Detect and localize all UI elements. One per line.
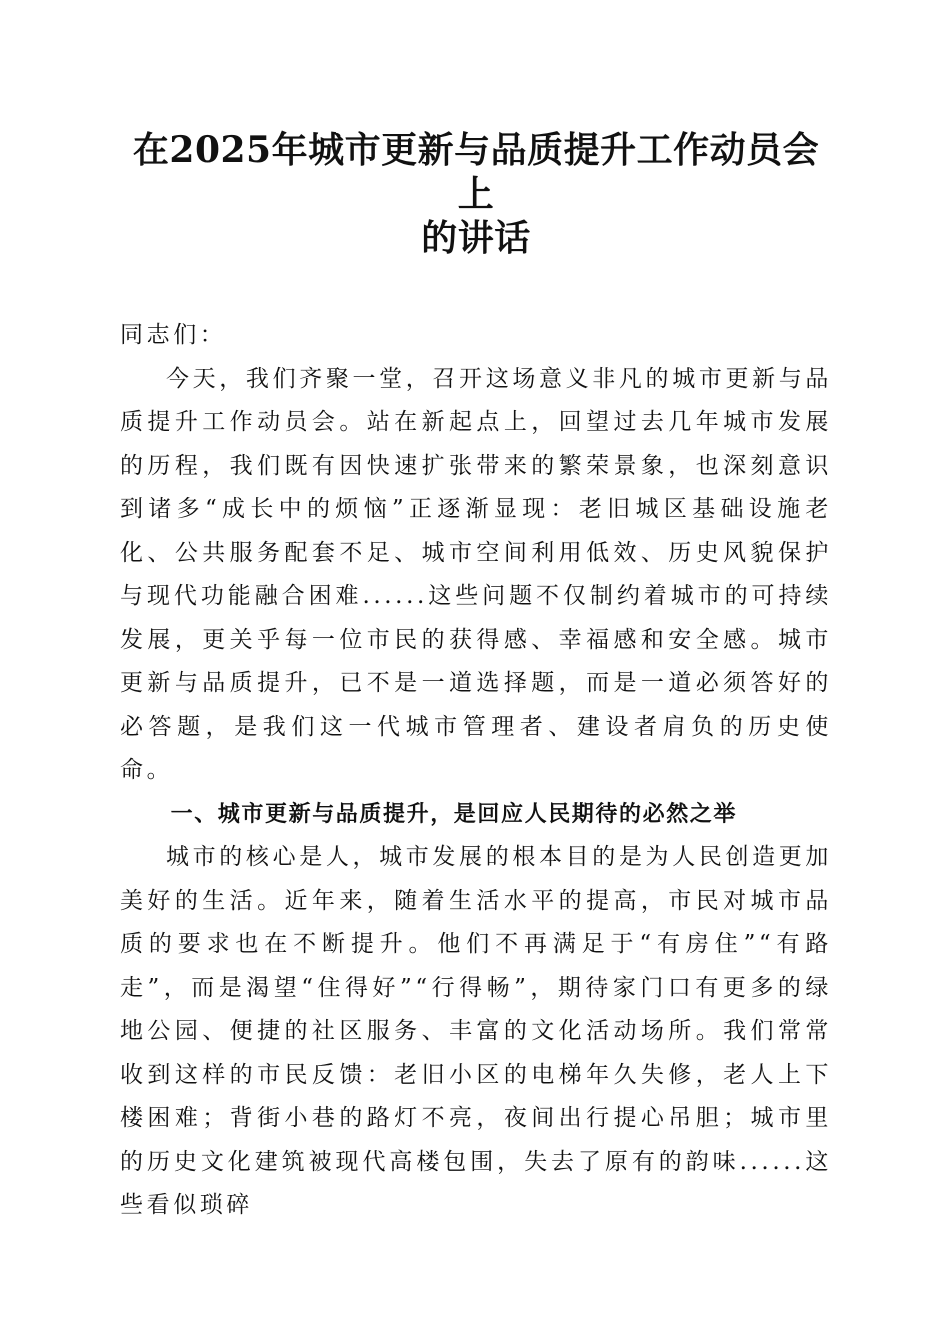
- salutation: 同志们：: [120, 322, 227, 348]
- section-heading-1: 一、城市更新与品质提升，是回应人民期待的必然之举: [170, 801, 737, 827]
- section-1-paragraph: 城市的核心是人，城市发展的根本目的是为人民创造更加美好的生活。近年来，随着生活水平的提高，市民对城市品质的要求也在不断提升。他们不再满足于“有房住”“有路走”，而是渴望“住得好”“行得畅”，期待家门口有更多的绿地公园、便捷的社区服务、丰富的文化活动场所。我们常常收到这样的市民反馈：老旧小区的电梯年久失修，老人上下楼困难；背街小巷的路灯不亮，夜间出行提心吊胆；城市里的历史文化建筑被现代高楼包围，失去了原有的韵味......这些看似琐碎: [120, 844, 832, 1218]
- title-line-1: 在2025年城市更新与品质提升工作动员会上: [132, 129, 820, 215]
- document-title: [120, 128, 832, 260]
- document-page: [120, 128, 832, 1228]
- title-line-2: 的讲话: [421, 217, 531, 259]
- intro-paragraph: 今天，我们齐聚一堂，召开这场意义非凡的城市更新与品质提升工作动员会。站在新起点上，回望过去几年城市发展的历程，我们既有因快速扩张带来的繁荣景象，也深刻意识到诸多“成长中的烦恼”正逐渐显现：老旧城区基础设施老化、公共服务配套不足、城市空间利用低效、历史风貌保护与现代功能融合困难......这些问题不仅制约着城市的可持续发展，更关乎每一位市民的获得感、幸福感和安全感。城市更新与品质提升，已不是一道选择题，而是一道必须答好的必答题，是我们这一代城市管理者、建设者肩负的历史使命。: [120, 365, 832, 783]
